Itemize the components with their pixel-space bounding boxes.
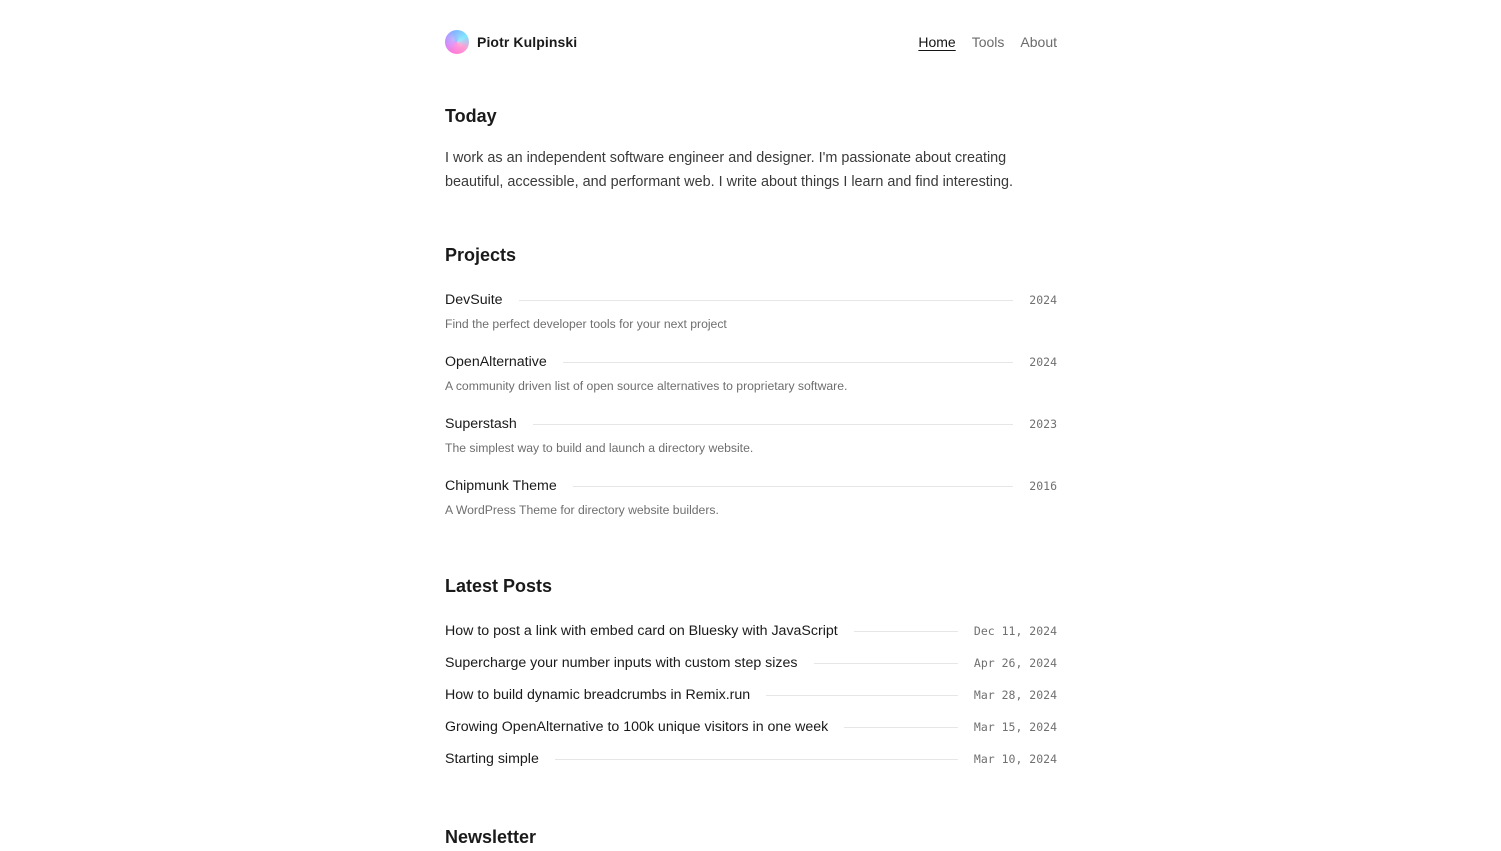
brand-name: Piotr Kulpinski xyxy=(477,34,578,50)
divider-line xyxy=(573,486,1014,487)
newsletter-heading: Newsletter xyxy=(445,827,537,847)
project-row xyxy=(445,476,1057,496)
post-row xyxy=(445,717,1057,737)
post-date: Apr 26, 2024 xyxy=(973,656,1057,670)
divider-line xyxy=(854,631,958,632)
project-title-link[interactable]: Superstash xyxy=(445,416,517,432)
project-description: A community driven list of open source alternatives to proprietary software. xyxy=(445,379,848,393)
divider-line xyxy=(766,695,958,696)
post-date: Mar 10, 2024 xyxy=(973,752,1057,766)
main-nav xyxy=(918,34,1057,50)
post-date: Mar 15, 2024 xyxy=(973,720,1057,734)
project-year: 2016 xyxy=(1029,479,1057,493)
project-row xyxy=(445,290,1057,310)
post-title-link[interactable]: How to post a link with embed card on Bluesky with JavaScript xyxy=(445,623,838,639)
project-row xyxy=(445,414,1057,434)
project-year: 2024 xyxy=(1029,355,1057,369)
post-row xyxy=(445,749,1057,769)
nav-home-link[interactable]: Home xyxy=(918,34,956,50)
latest-posts-heading: Latest Posts xyxy=(445,576,553,596)
post-date: Dec 11, 2024 xyxy=(973,624,1057,638)
divider-line xyxy=(555,759,958,760)
project-row xyxy=(445,352,1057,372)
post-date: Mar 28, 2024 xyxy=(973,688,1057,702)
intro-text: I work as an independent software engineer and designer. I'm passionate about creating beautiful, accessible, and performant web. I write about things I learn and find interesting. xyxy=(445,150,1013,190)
divider-line xyxy=(814,663,958,664)
project-description: A WordPress Theme for directory website builders. xyxy=(445,503,719,517)
post-row xyxy=(445,685,1057,705)
post-title-link[interactable]: Starting simple xyxy=(445,751,539,767)
project-description: Find the perfect developer tools for your next project xyxy=(445,317,727,331)
project-title-link[interactable]: OpenAlternative xyxy=(445,354,547,370)
divider-line xyxy=(519,300,1014,301)
nav-tools-link[interactable]: Tools xyxy=(971,34,1005,50)
post-title-link[interactable]: How to build dynamic breadcrumbs in Remix.run xyxy=(445,687,751,703)
post-title-link[interactable]: Supercharge your number inputs with custom step sizes xyxy=(445,655,798,671)
divider-line xyxy=(533,424,1014,425)
project-title-link[interactable]: DevSuite xyxy=(445,292,503,308)
project-year: 2024 xyxy=(1029,293,1057,307)
post-row xyxy=(445,653,1057,673)
nav-about-link[interactable]: About xyxy=(1020,34,1057,50)
divider-line xyxy=(844,727,958,728)
project-description: The simplest way to build and launch a directory website. xyxy=(445,441,754,455)
divider-line xyxy=(563,362,1014,363)
project-title-link[interactable]: Chipmunk Theme xyxy=(445,478,557,494)
site-header xyxy=(445,28,1057,56)
post-title-link[interactable]: Growing OpenAlternative to 100k unique visitors in one week xyxy=(445,719,829,735)
brand-link[interactable] xyxy=(445,30,577,54)
logo-icon xyxy=(445,30,469,54)
projects-heading: Projects xyxy=(445,245,517,265)
today-heading: Today xyxy=(445,106,497,126)
project-year: 2023 xyxy=(1029,417,1057,431)
post-row xyxy=(445,621,1057,641)
